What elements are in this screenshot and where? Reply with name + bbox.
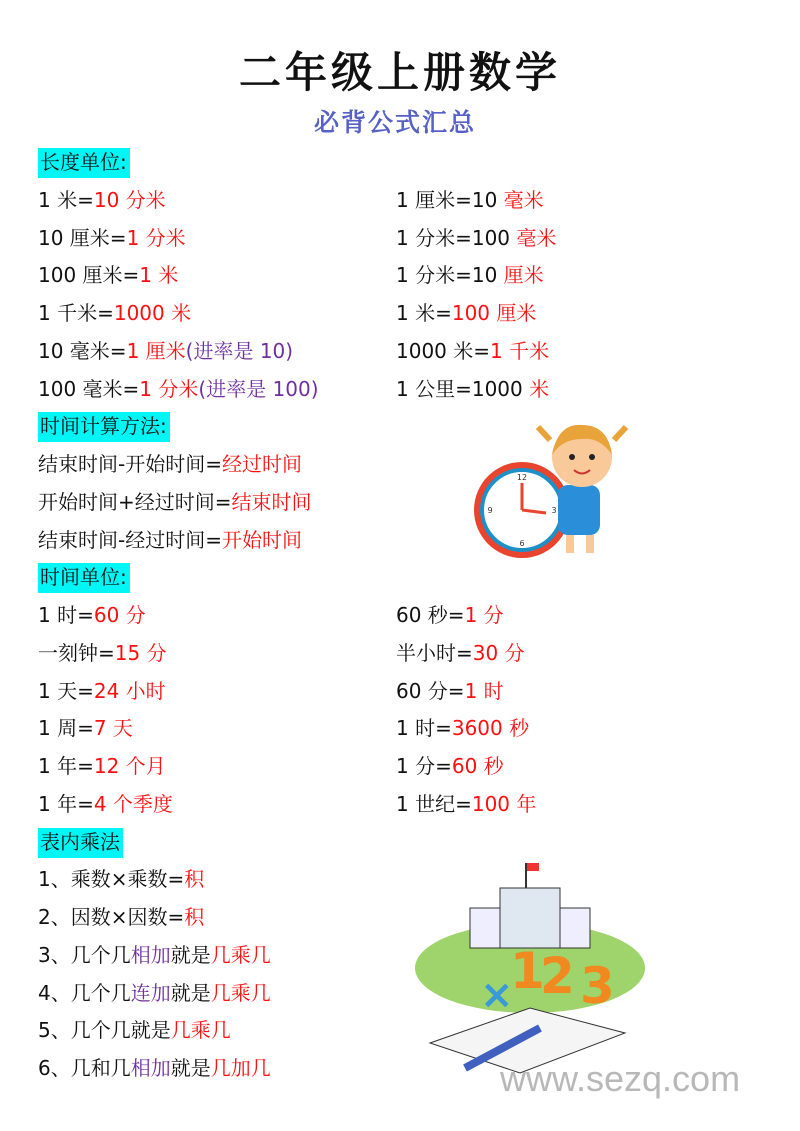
formula-segment: 几乘几 bbox=[210, 980, 271, 1005]
formula-segment: 相加 bbox=[130, 942, 171, 967]
formula-segment: 几加几 bbox=[210, 1056, 271, 1080]
formula-segment: 1 厘米 bbox=[126, 338, 186, 363]
watermark: www.sezq.com bbox=[500, 1058, 741, 1099]
formula-left bbox=[38, 899, 204, 937]
formula-segment: 1 周= bbox=[38, 716, 94, 741]
formula-segment: 1 米 bbox=[139, 263, 179, 288]
formula-left bbox=[38, 786, 173, 824]
formula-segment: 1 分米=10 bbox=[396, 263, 504, 288]
formula-segment: 12 个月 bbox=[93, 754, 166, 778]
formula-right bbox=[396, 786, 536, 824]
formula-segment: 1 分米 bbox=[126, 225, 186, 250]
formula-right bbox=[396, 635, 525, 673]
formula-left bbox=[38, 220, 186, 258]
formula-segment: 6、几和几 bbox=[38, 1056, 131, 1080]
formula-left bbox=[38, 1050, 271, 1088]
formula-right bbox=[396, 748, 504, 786]
formula-segment: 结束时间 bbox=[231, 489, 312, 514]
formula-segment: 10 厘米= bbox=[38, 225, 127, 250]
formula-row bbox=[38, 710, 778, 748]
formula-segment: 连加 bbox=[130, 980, 171, 1005]
section-heading bbox=[38, 144, 778, 182]
formula-segment: 1000 米 bbox=[113, 301, 192, 325]
formula-row bbox=[38, 446, 778, 484]
formula-segment: 100 毫米= bbox=[38, 376, 140, 401]
formula-segment: 就是 bbox=[170, 942, 211, 967]
formula-row bbox=[38, 257, 778, 295]
formula-left bbox=[38, 484, 312, 522]
formula-segment: 1 米= bbox=[38, 187, 94, 212]
section-heading-text: 表内乘法 bbox=[38, 828, 123, 858]
formula-segment: (进率是 100) bbox=[198, 376, 319, 401]
formula-row bbox=[38, 673, 778, 711]
formula-left bbox=[38, 975, 271, 1013]
formula-segment: 结束时间-开始时间= bbox=[38, 452, 222, 476]
formula-segment: 100 年 bbox=[471, 791, 537, 816]
formula-row bbox=[38, 899, 778, 937]
formula-row bbox=[38, 522, 778, 560]
formula-left bbox=[38, 597, 146, 635]
section-heading-text: 时间单位: bbox=[38, 563, 130, 593]
formula-right bbox=[396, 371, 549, 409]
formula-left bbox=[38, 333, 293, 371]
formula-segment: 厘米 bbox=[503, 263, 544, 288]
formula-segment: 60 秒 bbox=[451, 754, 504, 778]
formula-segment: 积 bbox=[184, 905, 205, 929]
formula-segment: 2、因数×因数= bbox=[38, 905, 185, 929]
formula-left bbox=[38, 748, 166, 786]
formula-row bbox=[38, 937, 778, 975]
formula-segment: 几乘几 bbox=[170, 1018, 231, 1043]
formula-segment: 100 厘米= bbox=[38, 263, 140, 288]
formula-segment: 10 毫米= bbox=[38, 338, 127, 363]
svg-text:6: 6 bbox=[519, 539, 525, 548]
formula-row bbox=[38, 635, 778, 673]
formula-segment: 60 分 bbox=[93, 603, 146, 627]
formula-segment: 1 时= bbox=[38, 603, 94, 627]
formula-row bbox=[38, 220, 778, 258]
svg-text:12: 12 bbox=[516, 473, 528, 482]
formula-right bbox=[396, 220, 556, 258]
formula-segment: (进率是 10) bbox=[185, 338, 294, 363]
section-heading bbox=[38, 408, 778, 446]
formula-segment: 1 天= bbox=[38, 678, 94, 703]
formula-left bbox=[38, 257, 178, 295]
formula-row bbox=[38, 975, 778, 1013]
formula-row bbox=[38, 333, 778, 371]
formula-segment: 1 年= bbox=[38, 791, 94, 816]
formula-row bbox=[38, 597, 778, 635]
formula-segment: 几乘几 bbox=[210, 942, 271, 967]
formula-right bbox=[396, 257, 544, 295]
formula-list bbox=[38, 144, 778, 1088]
svg-text:3: 3 bbox=[551, 506, 557, 515]
formula-row bbox=[38, 748, 778, 786]
formula-segment: 结束时间-经过时间= bbox=[38, 527, 222, 552]
svg-text:2: 2 bbox=[540, 947, 575, 1005]
formula-segment: 3、几个几 bbox=[38, 942, 131, 967]
formula-segment: 积 bbox=[184, 867, 205, 892]
clock-girl-illustration bbox=[470, 415, 635, 560]
formula-segment: 米 bbox=[529, 376, 550, 401]
formula-left bbox=[38, 446, 302, 484]
page-subtitle: 必背公式汇总 bbox=[313, 108, 476, 137]
formula-segment: 1 时 bbox=[464, 678, 504, 703]
formula-segment: 就是 bbox=[170, 1056, 211, 1080]
svg-text:9: 9 bbox=[487, 506, 493, 515]
section-heading bbox=[38, 824, 778, 862]
section-heading bbox=[38, 559, 778, 597]
section-heading-text: 长度单位: bbox=[38, 148, 130, 178]
formula-segment: 1 世纪= bbox=[396, 791, 472, 816]
formula-segment: 就是 bbox=[170, 980, 211, 1005]
formula-segment: 30 分 bbox=[472, 640, 525, 665]
formula-segment: 1 时= bbox=[396, 716, 452, 741]
formula-segment: 毫米 bbox=[516, 225, 557, 250]
page-title: 二年级上册数学 bbox=[238, 48, 561, 97]
formula-segment: 开始时间 bbox=[221, 527, 302, 552]
formula-row bbox=[38, 1012, 778, 1050]
formula-segment: 10 分米 bbox=[93, 187, 166, 212]
formula-segment: 7 天 bbox=[93, 716, 133, 741]
section-heading-text: 时间计算方法: bbox=[38, 412, 170, 442]
formula-segment: 1 厘米=10 bbox=[396, 187, 504, 212]
formula-segment: 3600 秒 bbox=[451, 716, 530, 741]
formula-segment: 经过时间 bbox=[221, 452, 302, 476]
formula-left bbox=[38, 522, 302, 560]
formula-left bbox=[38, 182, 166, 220]
formula-segment: 1 千米= bbox=[38, 301, 114, 325]
formula-segment: 1 分米 bbox=[139, 376, 199, 401]
formula-left bbox=[38, 635, 167, 673]
formula-segment: 1 分= bbox=[396, 754, 452, 778]
formula-segment: 1 米= bbox=[396, 301, 452, 325]
svg-text:3: 3 bbox=[580, 957, 615, 1015]
formula-right bbox=[396, 673, 504, 711]
formula-row bbox=[38, 371, 778, 409]
svg-text:×: × bbox=[480, 972, 514, 1018]
formula-left bbox=[38, 1012, 231, 1050]
formula-left bbox=[38, 710, 133, 748]
formula-segment: 60 分= bbox=[396, 678, 465, 703]
formula-row bbox=[38, 484, 778, 522]
formula-left bbox=[38, 937, 271, 975]
formula-segment: 一刻钟= bbox=[38, 640, 115, 665]
math-city-illustration bbox=[410, 858, 665, 1078]
formula-segment: 1 千米 bbox=[490, 338, 550, 363]
formula-segment: 60 秒= bbox=[396, 603, 465, 627]
formula-segment: 1 年= bbox=[38, 754, 94, 778]
formula-row bbox=[38, 861, 778, 899]
svg-text:1: 1 bbox=[510, 942, 545, 1000]
formula-segment: 相加 bbox=[130, 1056, 171, 1080]
formula-segment: 半小时= bbox=[396, 640, 473, 665]
formula-left bbox=[38, 673, 166, 711]
formula-row bbox=[38, 786, 778, 824]
formula-right bbox=[396, 333, 549, 371]
formula-right bbox=[396, 597, 504, 635]
formula-segment: 5、几个几就是 bbox=[38, 1018, 171, 1043]
formula-left bbox=[38, 861, 204, 899]
formula-right bbox=[396, 295, 536, 333]
formula-segment: 15 分 bbox=[114, 640, 167, 665]
formula-right bbox=[396, 710, 529, 748]
formula-segment: 4 个季度 bbox=[93, 791, 173, 816]
formula-right bbox=[396, 182, 544, 220]
formula-segment: 毫米 bbox=[503, 187, 544, 212]
formula-left bbox=[38, 295, 191, 333]
formula-segment: 1 分米=100 bbox=[396, 225, 517, 250]
formula-segment: 1000 米= bbox=[396, 338, 491, 363]
formula-row bbox=[38, 295, 778, 333]
formula-segment: 100 厘米 bbox=[451, 301, 537, 325]
formula-row bbox=[38, 182, 778, 220]
formula-left bbox=[38, 371, 319, 409]
formula-segment: 开始时间+经过时间= bbox=[38, 489, 232, 514]
formula-segment: 1 公里=1000 bbox=[396, 376, 530, 401]
formula-segment: 1 分 bbox=[464, 603, 504, 627]
formula-segment: 24 小时 bbox=[93, 678, 166, 703]
formula-segment: 4、几个几 bbox=[38, 980, 131, 1005]
formula-segment: 1、乘数×乘数= bbox=[38, 867, 185, 892]
